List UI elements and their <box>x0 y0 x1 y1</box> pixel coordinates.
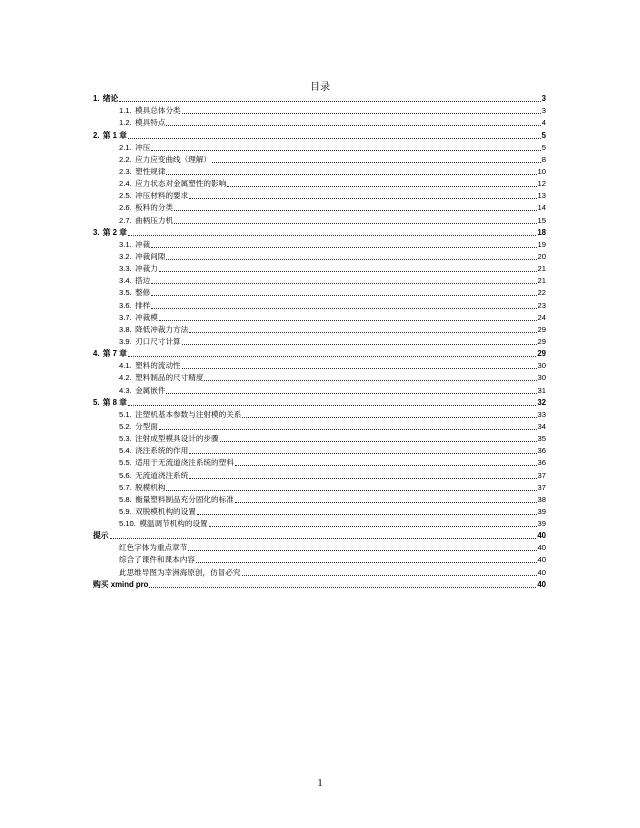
toc-entry-page: 14 <box>537 203 546 213</box>
toc-entry-page: 29 <box>537 349 546 359</box>
toc-entry-text: 浇注系统的作用 <box>135 446 189 456</box>
toc-entry-label <box>119 433 219 445</box>
toc-entry-page: 40 <box>537 567 546 577</box>
toc-entry-number: 5.9. <box>119 506 132 516</box>
toc-entry-page: 21 <box>537 276 546 286</box>
toc-entry-text: 板料的分类 <box>135 203 174 213</box>
dot-leader <box>149 587 536 588</box>
toc-entry-number: 4. <box>93 349 100 359</box>
toc-entry-text: 曲柄压力机 <box>135 215 174 225</box>
toc-entry-number: 2.1. <box>119 142 132 152</box>
table-of-contents <box>93 93 546 591</box>
toc-entry-number: 1.2. <box>119 118 132 128</box>
toc-entry-text: 适用于无流道浇注系统的塑料 <box>135 458 234 468</box>
dot-leader <box>166 393 536 394</box>
toc-entry-label <box>119 518 208 530</box>
toc-entry-chapter[interactable] <box>93 227 546 239</box>
toc-entry-text: 提示 <box>93 531 109 541</box>
toc-entry-label <box>119 190 188 202</box>
toc-entry-page: 22 <box>537 288 546 298</box>
toc-entry-number: 3. <box>93 227 100 237</box>
toc-entry-number: 2.6. <box>119 203 132 213</box>
toc-entry-label <box>119 421 158 433</box>
toc-entry-number: 5. <box>93 397 100 407</box>
toc-entry-text: 购买 xmind pro <box>93 579 149 589</box>
toc-entry-text: 冲裁间隙 <box>135 251 166 261</box>
toc-entry-text: 冲压 <box>135 142 151 152</box>
toc-entry-section[interactable] <box>93 166 546 178</box>
toc-entry-text: 刃口尺寸计算 <box>135 336 181 346</box>
toc-entry-label <box>119 372 203 384</box>
page-number: 1 <box>317 777 323 789</box>
toc-entry-number: 5.5. <box>119 458 132 468</box>
dot-leader <box>212 162 541 163</box>
toc-entry-label <box>119 482 165 494</box>
dot-leader <box>174 210 536 211</box>
toc-entry-text: 模具总体分类 <box>135 106 181 116</box>
dot-leader <box>242 417 536 418</box>
toc-entry-number: 5.2. <box>119 421 132 431</box>
toc-entry-number: 3.6. <box>119 300 132 310</box>
toc-entry-number: 5.3. <box>119 434 132 444</box>
toc-entry-label <box>119 457 234 469</box>
toc-entry-page: 37 <box>537 482 546 492</box>
toc-entry-number: 3.3. <box>119 264 132 274</box>
toc-entry-label <box>119 494 234 506</box>
toc-entry-label <box>93 227 127 239</box>
toc-entry-number: 1.1. <box>119 106 132 116</box>
toc-entry-page: 29 <box>537 336 546 346</box>
toc-entry-text: 冲压材料的要求 <box>135 191 189 201</box>
toc-entry-section[interactable] <box>93 482 546 494</box>
toc-entry-page: 33 <box>537 409 546 419</box>
toc-entry-number: 5.8. <box>119 494 132 504</box>
toc-entry-section[interactable] <box>93 469 546 481</box>
toc-entry-page: 4 <box>541 118 546 128</box>
toc-entry-number: 5.1. <box>119 409 132 419</box>
toc-entry-section[interactable] <box>93 178 546 190</box>
toc-entry-number: 5.6. <box>119 470 132 480</box>
toc-entry-page: 5 <box>541 130 546 140</box>
dot-leader <box>189 453 536 454</box>
toc-entry-page: 39 <box>537 506 546 516</box>
toc-entry-section[interactable] <box>93 372 546 384</box>
toc-entry-chapter[interactable] <box>93 530 546 542</box>
toc-entry-text: 第 2 章 <box>102 227 127 237</box>
toc-entry-page: 21 <box>537 264 546 274</box>
dot-leader <box>110 538 537 539</box>
toc-entry-page: 10 <box>537 166 546 176</box>
toc-entry-section[interactable] <box>93 518 546 530</box>
dot-leader <box>128 138 541 139</box>
toc-entry-label <box>119 202 173 214</box>
toc-entry-page: 31 <box>537 385 546 395</box>
toc-entry-text: 应力状态对金属塑性的影响 <box>135 179 227 189</box>
toc-entry-text: 第 7 章 <box>102 349 127 359</box>
toc-entry-page: 40 <box>537 555 546 565</box>
toc-entry-number: 5.7. <box>119 482 132 492</box>
toc-entry-page: 13 <box>537 191 546 201</box>
toc-entry-label <box>119 324 188 336</box>
dot-leader <box>151 295 536 296</box>
toc-entry-number: 5.10. <box>119 519 136 529</box>
toc-entry-text: 此思维导图为幸洲海原创，仿冒必究 <box>119 567 241 577</box>
toc-entry-section[interactable] <box>93 275 546 287</box>
toc-entry-page: 35 <box>537 434 546 444</box>
toc-entry-page: 23 <box>537 300 546 310</box>
dot-leader <box>151 247 536 248</box>
toc-entry-page: 3 <box>541 106 546 116</box>
toc-entry-section[interactable] <box>93 433 546 445</box>
toc-entry-label <box>119 506 196 518</box>
toc-entry-label <box>119 239 150 251</box>
toc-entry-number: 4.1. <box>119 361 132 371</box>
dot-leader <box>151 308 536 309</box>
toc-entry-text: 绪论 <box>102 94 119 104</box>
toc-entry-label <box>119 385 165 397</box>
toc-entry-number: 4.3. <box>119 385 132 395</box>
toc-entry-section[interactable] <box>93 445 546 457</box>
toc-entry-text: 无流道浇注系统 <box>135 470 189 480</box>
toc-entry-number: 2.3. <box>119 166 132 176</box>
toc-entry-label <box>119 117 165 129</box>
toc-entry-text: 塑料的流动性 <box>135 361 181 371</box>
toc-entry-section[interactable] <box>93 566 546 578</box>
dot-leader <box>151 150 540 151</box>
toc-entry-text: 衡量塑料制品充分固化的标准 <box>135 494 234 504</box>
toc-entry-number: 2. <box>93 130 100 140</box>
toc-entry-section[interactable] <box>93 202 546 214</box>
toc-entry-label <box>119 287 150 299</box>
toc-entry-page: 24 <box>537 312 546 322</box>
dot-leader <box>196 562 537 563</box>
toc-entry-number: 3.8. <box>119 324 132 334</box>
dot-leader <box>242 575 537 576</box>
dot-leader <box>159 320 537 321</box>
toc-entry-label <box>119 542 187 554</box>
toc-entry-section[interactable] <box>93 324 546 336</box>
toc-entry-chapter[interactable] <box>93 348 546 360</box>
dot-leader <box>197 514 537 515</box>
toc-entry-text: 双脱模机构的设置 <box>135 506 196 516</box>
toc-entry-text: 第 1 章 <box>102 130 127 140</box>
toc-entry-number: 3.4. <box>119 276 132 286</box>
toc-entry-number: 3.2. <box>119 251 132 261</box>
toc-entry-text: 搭边 <box>135 276 151 286</box>
toc-entry-number: 3.5. <box>119 288 132 298</box>
toc-entry-page: 29 <box>537 324 546 334</box>
toc-entry-label <box>119 251 165 263</box>
toc-entry-section[interactable] <box>93 142 546 154</box>
toc-entry-label <box>119 360 181 372</box>
toc-entry-text: 综合了课件和课本内容 <box>119 555 195 565</box>
toc-entry-page: 3 <box>541 94 546 104</box>
toc-entry-number: 3.9. <box>119 336 132 346</box>
toc-entry-page: 5 <box>541 142 546 152</box>
toc-entry-section[interactable] <box>93 336 546 348</box>
toc-entry-page: 12 <box>537 179 546 189</box>
toc-entry-text: 第 8 章 <box>102 397 127 407</box>
toc-entry-number: 2.7. <box>119 215 132 225</box>
toc-entry-page: 30 <box>537 361 546 371</box>
dot-leader <box>159 271 537 272</box>
toc-entry-section[interactable] <box>93 360 546 372</box>
toc-entry-label <box>119 215 173 227</box>
toc-entry-label <box>119 554 195 566</box>
dot-leader <box>235 502 537 503</box>
toc-entry-chapter[interactable] <box>93 579 546 591</box>
toc-entry-section[interactable] <box>93 251 546 263</box>
toc-entry-label <box>119 567 241 579</box>
toc-entry-label <box>119 409 241 421</box>
toc-entry-number: 2.4. <box>119 179 132 189</box>
toc-entry-label <box>119 470 188 482</box>
toc-entry-section[interactable] <box>93 287 546 299</box>
toc-entry-text: 排样 <box>135 300 151 310</box>
toc-entry-label <box>119 263 158 275</box>
toc-entry-text: 金属嵌件 <box>135 385 166 395</box>
dot-leader <box>189 332 536 333</box>
dot-leader <box>128 356 536 357</box>
toc-entry-text: 分型面 <box>135 421 158 431</box>
dot-leader <box>166 125 540 126</box>
dot-leader <box>128 235 536 236</box>
toc-entry-label <box>93 130 127 142</box>
dot-leader <box>235 465 537 466</box>
toc-entry-label <box>119 166 165 178</box>
dot-leader <box>188 550 536 551</box>
toc-entry-label <box>93 348 127 360</box>
dot-leader <box>227 186 536 187</box>
toc-entry-chapter[interactable] <box>93 93 546 105</box>
toc-entry-section[interactable] <box>93 154 546 166</box>
toc-entry-label <box>119 178 226 190</box>
toc-entry-text: 塑性规律 <box>135 166 166 176</box>
toc-entry-page: 37 <box>537 470 546 480</box>
toc-entry-page: 36 <box>537 446 546 456</box>
toc-entry-number: 1. <box>93 94 100 104</box>
toc-entry-text: 整修 <box>135 288 151 298</box>
toc-entry-section[interactable] <box>93 263 546 275</box>
toc-entry-label <box>119 445 188 457</box>
toc-entry-page: 34 <box>537 421 546 431</box>
dot-leader <box>189 478 536 479</box>
toc-entry-text: 模温调节机构的设置 <box>139 519 208 529</box>
toc-entry-label <box>93 579 148 591</box>
toc-entry-section[interactable] <box>93 494 546 506</box>
dot-leader <box>159 429 537 430</box>
toc-entry-page: 38 <box>537 494 546 504</box>
toc-entry-page: 40 <box>537 531 546 541</box>
toc-entry-text: 应力应变曲线（理解） <box>135 154 212 164</box>
dot-leader <box>151 283 536 284</box>
toc-entry-number: 4.2. <box>119 373 132 383</box>
toc-entry-section[interactable] <box>93 457 546 469</box>
dot-leader <box>189 198 536 199</box>
toc-entry-page: 15 <box>537 215 546 225</box>
dot-leader <box>174 223 536 224</box>
toc-entry-text: 模具特点 <box>135 118 166 128</box>
toc-entry-label <box>119 300 150 312</box>
toc-entry-text: 冲裁模 <box>135 312 158 322</box>
toc-entry-page: 32 <box>537 397 546 407</box>
toc-entry-label <box>119 105 181 117</box>
toc-entry-text: 冲裁力 <box>135 264 158 274</box>
dot-leader <box>166 259 536 260</box>
dot-leader <box>209 526 537 527</box>
toc-entry-page: 40 <box>537 543 546 553</box>
toc-entry-section[interactable] <box>93 409 546 421</box>
toc-entry-text: 脱模机构 <box>135 482 166 492</box>
toc-entry-text: 注塑机基本参数与注射模的关系 <box>135 409 242 419</box>
toc-entry-text: 红色字体为重点章节 <box>119 543 188 553</box>
toc-entry-label <box>119 142 150 154</box>
toc-entry-text: 冲裁 <box>135 239 151 249</box>
toc-entry-chapter[interactable] <box>93 397 546 409</box>
toc-entry-section[interactable] <box>93 506 546 518</box>
dot-leader <box>166 490 536 491</box>
toc-entry-page: 30 <box>537 373 546 383</box>
toc-entry-number: 2.2. <box>119 154 132 164</box>
toc-entry-label <box>93 397 127 409</box>
toc-entry-page: 19 <box>537 239 546 249</box>
toc-entry-page: 8 <box>541 154 546 164</box>
dot-leader <box>182 368 537 369</box>
toc-entry-text: 塑料制品的尺寸精度 <box>135 373 204 383</box>
dot-leader <box>166 174 536 175</box>
toc-entry-number: 3.1. <box>119 239 132 249</box>
toc-entry-label <box>119 312 158 324</box>
toc-entry-page: 20 <box>537 251 546 261</box>
dot-leader <box>204 380 536 381</box>
toc-entry-section[interactable] <box>93 421 546 433</box>
toc-entry-section[interactable] <box>93 554 546 566</box>
toc-entry-number: 2.5. <box>119 191 132 201</box>
dot-leader <box>119 101 540 102</box>
toc-entry-label <box>93 530 109 542</box>
toc-entry-section[interactable] <box>93 299 546 311</box>
toc-entry-label <box>119 275 150 287</box>
toc-entry-label <box>93 93 118 105</box>
toc-entry-label <box>119 154 211 166</box>
toc-title: 目录 <box>310 82 330 93</box>
toc-entry-text: 降低冲裁力方法 <box>135 324 189 334</box>
toc-entry-page: 39 <box>537 519 546 529</box>
toc-entry-section[interactable] <box>93 117 546 129</box>
toc-entry-section[interactable] <box>93 384 546 396</box>
toc-entry-number: 5.4. <box>119 446 132 456</box>
dot-leader <box>182 113 541 114</box>
toc-entry-page: 36 <box>537 458 546 468</box>
toc-entry-section[interactable] <box>93 105 546 117</box>
toc-entry-label <box>119 336 181 348</box>
toc-entry-section[interactable] <box>93 312 546 324</box>
toc-entry-section[interactable] <box>93 214 546 226</box>
dot-leader <box>182 344 537 345</box>
toc-entry-page: 18 <box>537 227 546 237</box>
dot-leader <box>128 405 536 406</box>
toc-entry-chapter[interactable] <box>93 129 546 141</box>
toc-entry-section[interactable] <box>93 190 546 202</box>
toc-entry-section[interactable] <box>93 542 546 554</box>
toc-entry-page: 40 <box>537 579 546 589</box>
toc-entry-number: 3.7. <box>119 312 132 322</box>
dot-leader <box>220 441 537 442</box>
toc-entry-text: 注射成型模具设计的步骤 <box>135 434 219 444</box>
toc-entry-section[interactable] <box>93 239 546 251</box>
